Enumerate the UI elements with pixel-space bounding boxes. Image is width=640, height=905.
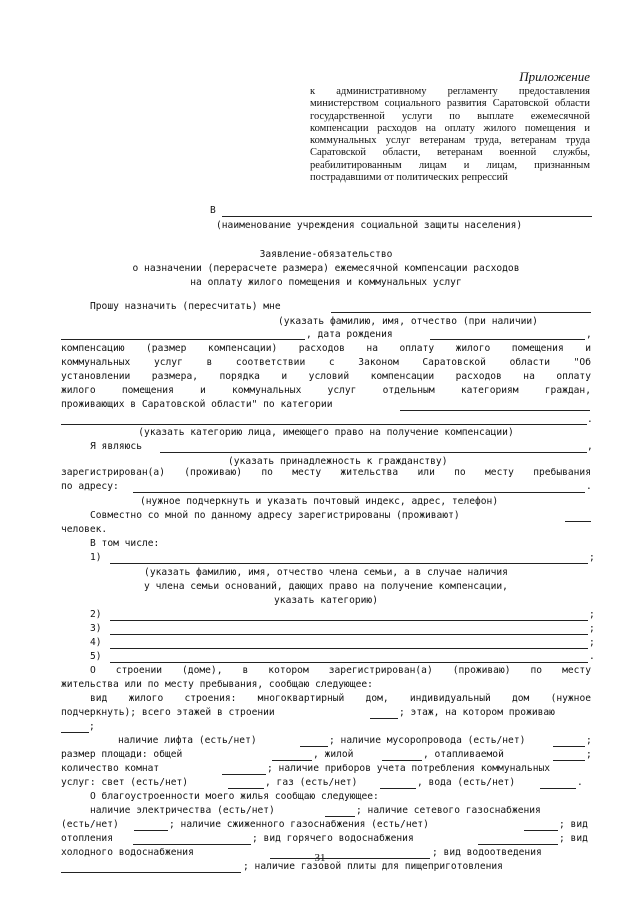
electricity-field[interactable]	[325, 816, 355, 817]
paragraph-line: , жилой	[313, 749, 354, 760]
appendix-line: компенсации расходов на оплату жилого помещения и	[310, 122, 590, 134]
appendix-line: реабилитированным лицам и лицам, признанным	[310, 159, 590, 171]
paragraph-line: размер площади: общей	[61, 749, 183, 760]
semicolon: ;	[586, 749, 592, 760]
network-gas-field[interactable]	[134, 830, 168, 831]
paragraph-line: отопления	[61, 833, 113, 844]
living-area-field[interactable]	[382, 760, 422, 761]
drainage-field[interactable]	[61, 872, 241, 873]
liquefied-gas-field[interactable]	[524, 830, 558, 831]
appendix-text	[310, 86, 590, 184]
page-number: 31	[314, 852, 326, 864]
paragraph-line: наличие электричества (есть/нет)	[90, 805, 275, 816]
semicolon: ;	[586, 735, 592, 746]
semicolon: ;	[589, 623, 595, 634]
paragraph-line: количество комнат	[61, 763, 160, 774]
paragraph-line: ; наличие приборов учета потребления коммунальных	[267, 763, 551, 774]
paragraph-line: наличие лифта (есть/нет)	[118, 735, 257, 746]
paragraph-line: холодного водоснабжения	[61, 847, 194, 858]
paragraph-line: ; наличие сетевого газоснабжения	[356, 805, 541, 816]
paragraph-line: О строении (доме), в котором зарегистрирован(а) (проживаю) по месту	[90, 665, 591, 676]
category-field[interactable]	[400, 410, 590, 411]
residents-count-field[interactable]	[565, 521, 591, 522]
garbage-chute-field[interactable]	[553, 746, 585, 747]
meter-water-field[interactable]	[540, 788, 576, 789]
heating-type-field[interactable]	[133, 844, 251, 845]
period: .	[587, 414, 593, 425]
fio-field-cont[interactable]	[61, 339, 305, 340]
addressee-hint: (наименование учреждения социальной защиты населения)	[216, 220, 523, 231]
floors-field[interactable]	[370, 718, 398, 719]
paragraph-line: человек.	[61, 524, 108, 535]
period: .	[589, 651, 595, 662]
paragraph-line: установлении размера, порядка и условий компенсации расходов на оплату	[61, 371, 591, 382]
hot-water-field[interactable]	[478, 844, 558, 845]
item-number: 4)	[90, 637, 102, 648]
rooms-field[interactable]	[222, 774, 266, 775]
address-field[interactable]	[133, 492, 585, 493]
paragraph-line: компенсацию (размер компенсации) расходов на оплату жилого помещения и	[61, 343, 591, 354]
paragraph-line: , отапливаемой	[423, 749, 504, 760]
doc-subtitle: на оплату жилого помещения и коммунальных услуг	[190, 277, 462, 288]
member-hint: (указать фамилию, имя, отчество члена семьи, а в случае наличия	[144, 567, 508, 578]
addressee-field[interactable]	[222, 216, 592, 217]
paragraph-line: жительства или по месту пребывания, сообщаю следующее:	[61, 679, 373, 690]
appendix-line: к административному регламенту предоставления	[310, 86, 590, 97]
paragraph-line: Совместно со мной по данному адресу зарегистрированы (проживают)	[90, 510, 460, 521]
heated-area-field[interactable]	[553, 760, 585, 761]
family-member-field[interactable]	[110, 648, 588, 649]
fio-field[interactable]	[331, 312, 591, 313]
comma: ,	[586, 329, 592, 340]
paragraph-line: подчеркнуть); всего этажей в строении	[61, 707, 275, 718]
paragraph-line: ; наличие мусоропровода (есть/нет)	[329, 735, 526, 746]
paragraph-line: (есть/нет)	[61, 819, 119, 830]
request-prefix: Прошу назначить (пересчитать) мне	[90, 301, 281, 312]
family-member-field[interactable]	[110, 620, 588, 621]
doc-title: Заявление-обязательство	[259, 249, 393, 260]
paragraph-line: услуг: свет (есть/нет)	[61, 777, 189, 788]
semicolon: ;	[589, 552, 595, 563]
appendix-line: Саратовской области, ветеранам военной службы,	[310, 147, 590, 159]
appendix-line: государственной услуги по выплате ежемесячной	[310, 110, 590, 122]
item-number: 1)	[90, 552, 102, 563]
item-number: 2)	[90, 609, 102, 620]
item-number: 5)	[90, 651, 102, 662]
appendix-title: Приложение	[519, 69, 590, 84]
paragraph-line: ; этаж, на котором проживаю	[399, 707, 555, 718]
period: .	[577, 777, 583, 788]
paragraph-line: ; наличие газовой плиты для пищеприготовления	[243, 861, 503, 872]
paragraph-line: ; вид водоотведения	[432, 847, 542, 858]
total-area-field[interactable]	[272, 760, 312, 761]
citizenship-prefix: Я являюсь	[90, 441, 142, 452]
appendix-line: пострадавшими от политических репрессий	[310, 172, 508, 184]
paragraph-line: , газ (есть/нет)	[265, 777, 358, 788]
including-label: В том числе:	[90, 538, 160, 549]
fio-hint: (указать фамилию, имя, отчество (при наличии)	[278, 316, 538, 327]
birth-date-field[interactable]	[430, 339, 585, 340]
period: .	[586, 481, 592, 492]
paragraph-line: по адресу:	[61, 481, 119, 492]
meter-light-field[interactable]	[228, 788, 264, 789]
item-number: 3)	[90, 623, 102, 634]
lift-field[interactable]	[300, 746, 328, 747]
paragraph-line: коммунальных услуг в соответствии с Законом Саратовской области "Об	[61, 357, 591, 368]
addressee-prefix: В	[210, 205, 216, 216]
family-member-field[interactable]	[110, 563, 588, 564]
paragraph-line: ; наличие сжиженного газоснабжения (есть/нет)	[169, 819, 429, 830]
meter-gas-field[interactable]	[380, 788, 416, 789]
paragraph-line: , вода (есть/нет)	[417, 777, 516, 788]
birth-label: , дата рождения	[306, 329, 393, 340]
family-member-field[interactable]	[110, 662, 588, 663]
category-hint: (указать категорию лица, имеющего право на получение компенсации)	[138, 427, 514, 438]
semicolon: ;	[589, 609, 595, 620]
family-member-field[interactable]	[110, 634, 588, 635]
member-hint: указать категорию)	[274, 595, 378, 606]
semicolon: ;	[589, 637, 595, 648]
paragraph-line: вид жилого строения: многоквартирный дом, индивидуальный дом (нужное	[90, 693, 591, 704]
paragraph-line: О благоустроенности моего жилья сообщаю следующее:	[90, 791, 379, 802]
paragraph-line: ; вид	[559, 833, 588, 844]
paragraph-line: зарегистрирован(а) (проживаю) по месту жительства или по месту пребывания	[61, 467, 591, 478]
citizenship-field[interactable]	[160, 452, 587, 453]
member-hint: у члена семьи оснований, дающих право на получение компенсации,	[144, 581, 508, 592]
category-field-cont[interactable]	[61, 424, 587, 425]
address-hint: (нужное подчеркнуть и указать почтовый индекс, адрес, телефон)	[140, 496, 499, 507]
floor-field[interactable]	[61, 732, 89, 733]
appendix-line: коммунальных услуг ветеранам труда, ветеранам труда	[310, 135, 590, 147]
paragraph-line: жилого помещения и коммунальных услуг отдельным категориям граждан,	[61, 385, 591, 396]
comma: ,	[587, 441, 593, 452]
doc-subtitle: о назначении (перерасчете размера) ежемесячной компенсации расходов	[132, 263, 520, 274]
semicolon: ;	[89, 721, 95, 732]
paragraph-line: ; вид	[559, 819, 588, 830]
citizenship-hint: (указать принадлежность к гражданству)	[228, 456, 448, 467]
paragraph-line: проживающих в Саратовской области" по категории	[61, 399, 333, 410]
appendix-line: министерством социального развития Саратовской области	[310, 98, 590, 110]
paragraph-line: ; вид горячего водоснабжения	[252, 833, 414, 844]
